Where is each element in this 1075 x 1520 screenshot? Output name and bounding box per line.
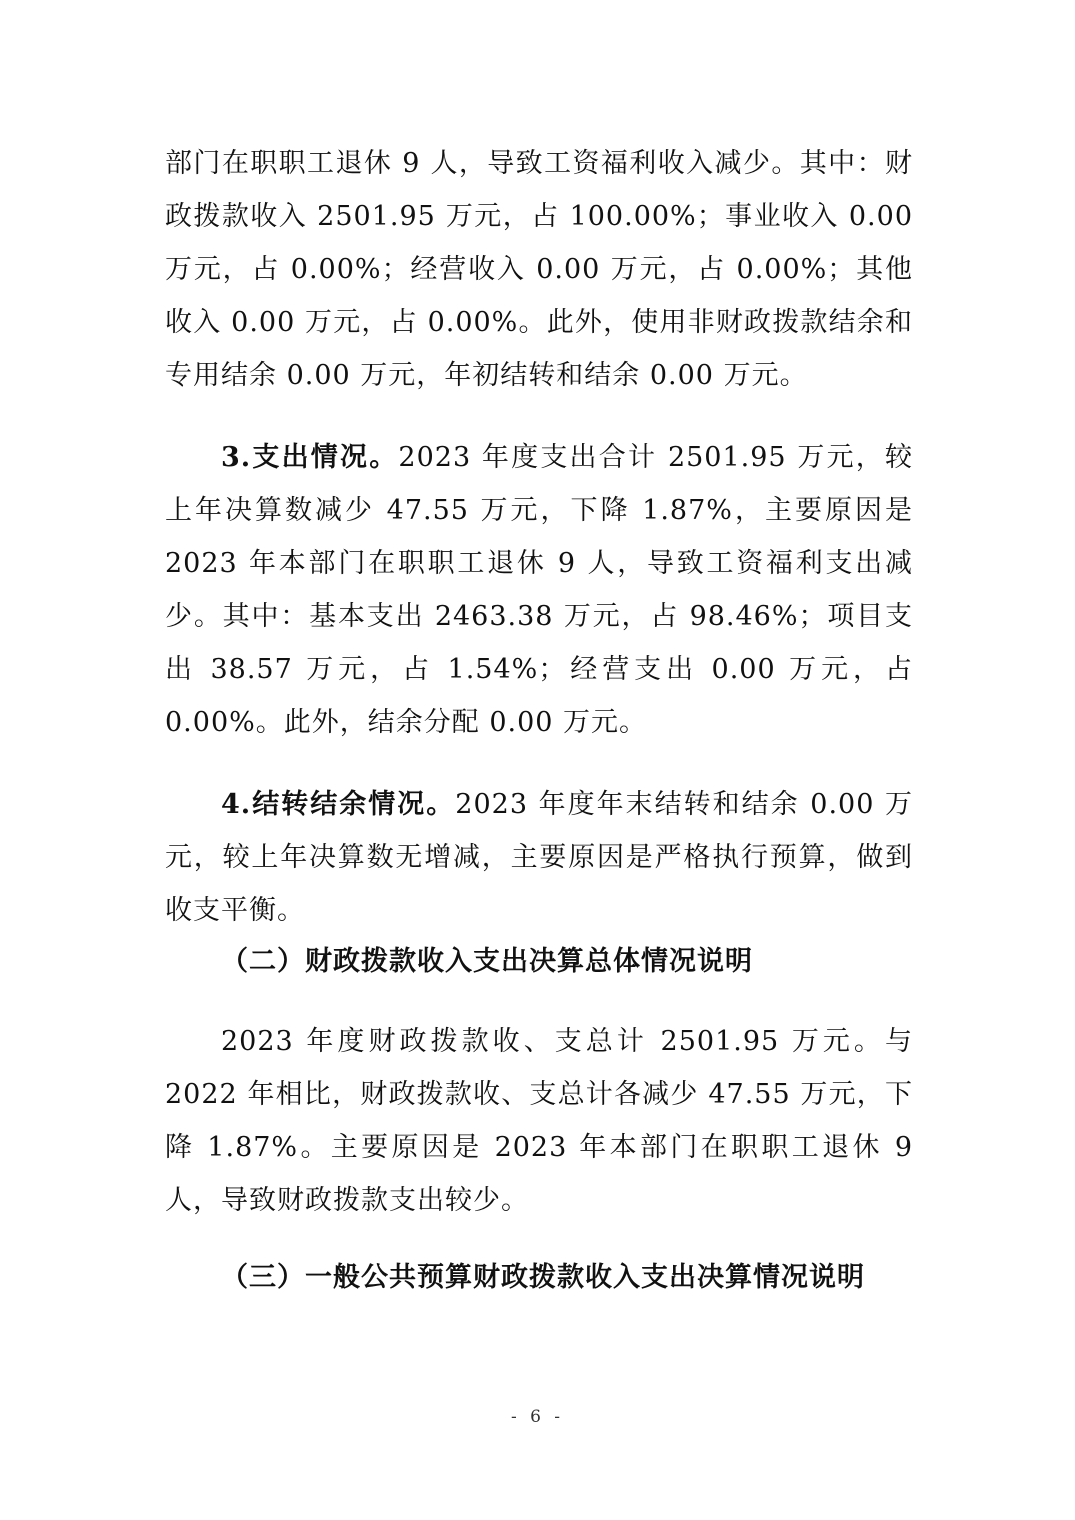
- paragraph-fiscal-overview: [165, 1015, 913, 1227]
- paragraph-text: 2023 年度财政拨款收、支总计 2501.95 万元。与 2022 年相比，财政拨款收、支总计各减少 47.55 万元，下降 1.87%。主要原因是 2023 年本部门在职职工退休 9 人，导致财政拨款支出较少。: [165, 1026, 913, 1216]
- paragraph-income-breakdown: [165, 137, 913, 402]
- section-heading-fiscal-overview: （二）财政拨款收入支出决算总体情况说明: [221, 946, 753, 977]
- section-lead-expenditure: 3.支出情况。: [221, 442, 399, 473]
- paragraph-text: 2023 年度年末结转和结余 0.00 万元，较上年决算数无增减，主要原因是严格执行预算，做到收支平衡。: [165, 789, 913, 926]
- section-lead-carryover: 4.结转结余情况。: [221, 789, 456, 820]
- paragraph-expenditure: [165, 431, 913, 749]
- section-heading-general-budget: （三）一般公共预算财政拨款收入支出决算情况说明: [221, 1262, 865, 1293]
- paragraph-carryover: [165, 778, 913, 937]
- paragraph-text: 部门在职职工退休 9 人，导致工资福利收入减少。其中：财政拨款收入 2501.95 万元，占 100.00%；事业收入 0.00 万元，占 0.00%；经营收入 0.00 万元，占 0.00%；其他收入 0.00 万元，占 0.00%。此外，使用非财政拨款结余和专用结余 0.00 万元，年初结转和结余 0.00 万元。: [165, 148, 913, 391]
- paragraph-text: 2023 年度支出合计 2501.95 万元，较上年决算数减少 47.55 万元，下降 1.87%，主要原因是 2023 年本部门在职职工退休 9 人，导致工资福利支出减少。其中：基本支出 2463.38 万元，占 98.46%；项目支出 38.57 万元，占 1.54%；经营支出 0.00 万元，占 0.00%。此外，结余分配 0.00 万元。: [165, 442, 913, 738]
- page-number: - 6 -: [510, 1407, 565, 1427]
